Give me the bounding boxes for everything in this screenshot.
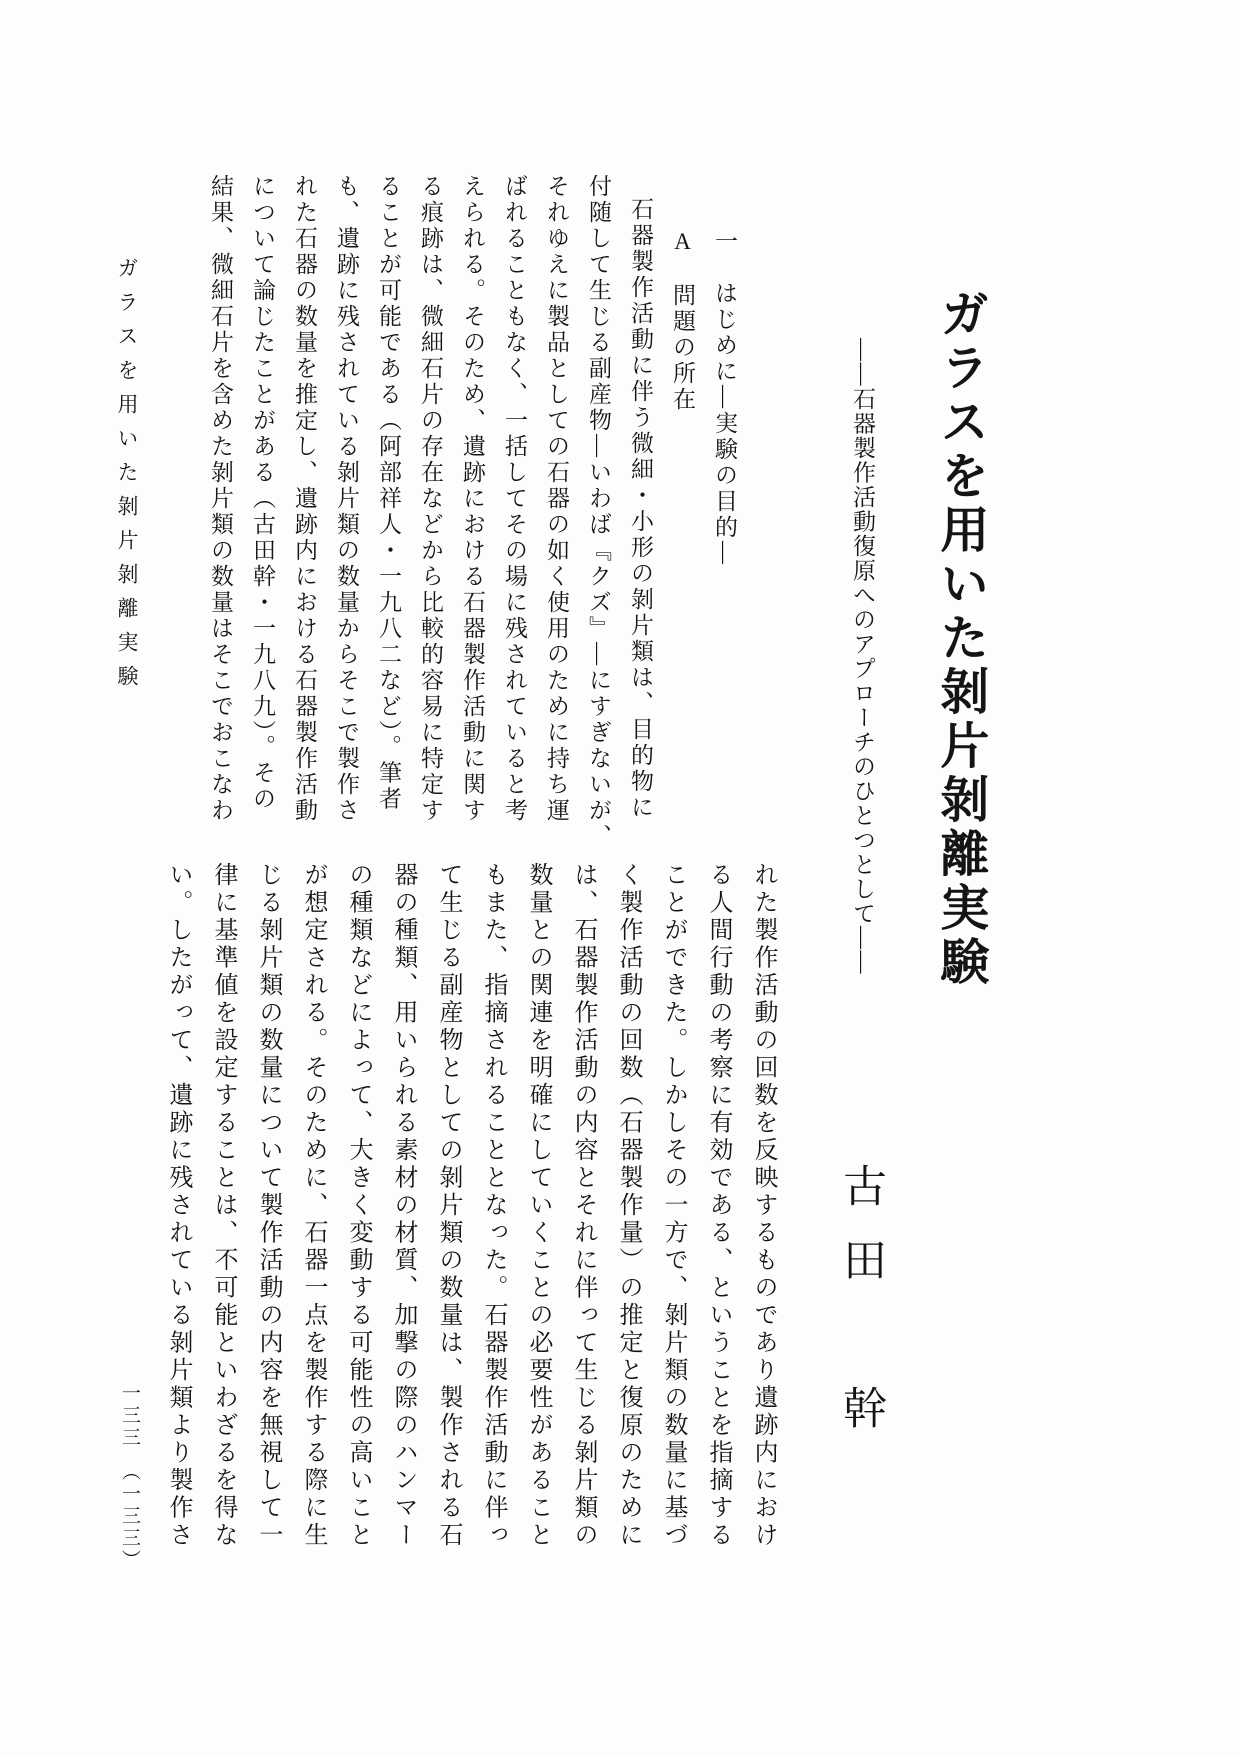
running-title: ガラスを用いた剝片剝離実験	[115, 257, 139, 699]
paper-title: ガラスを用いた剝片剝離実験	[933, 288, 989, 990]
body-line: る痕跡は、微細石片の存在などから比較的容易に特定す	[418, 174, 443, 824]
body-line: が想定される。そのために、石器一点を製作する際に生	[300, 862, 326, 1550]
body-line: ばれることもなく、一括してその場に残されていると考	[502, 174, 527, 824]
body-line: 付随して生じる副産物―いわば『クズ』―にすぎないが、	[586, 174, 611, 850]
body-line: もまた、指摘されることとなった。石器製作活動に伴っ	[480, 862, 506, 1550]
body-line: て生じる副産物としての剝片類の数量は、製作される石	[435, 862, 461, 1550]
body-line: も、遺跡に残されている剝片類の数量からそこで製作さ	[334, 174, 359, 824]
body-line: れた石器の数量を推定し、遺跡内における石器製作活動	[292, 174, 317, 824]
body-line: は、石器製作活動の内容とそれに伴って生じる剝片類の	[570, 862, 596, 1550]
body-block-bottom	[155, 862, 785, 1562]
body-line: 結果、微細石片を含めた剝片類の数量はそこでおこなわ	[208, 174, 233, 824]
body-line: 石器製作活動に伴う微細・小形の剝片類は、目的物に	[628, 197, 653, 821]
body-line: じる剝片類の数量について製作活動の内容を無視して一	[255, 862, 281, 1550]
body-line: る人間行動の考察に有効である、ということを指摘する	[705, 862, 731, 1550]
body-line: について論じたことがある（古田幹・一九八九）。その	[250, 174, 275, 813]
author-name: 古田 幹	[836, 1163, 885, 1459]
body-line: ることが可能である（阿部祥人・一九八二など）。筆者	[376, 174, 401, 813]
body-line: の種類などによって、大きく変動する可能性の高いこと	[345, 862, 371, 1550]
body-line: い。したがって、遺跡に残されている剝片類より製作さ	[165, 862, 191, 1550]
body-line: 数量との関連を明確にしていくことの必要性があること	[525, 862, 551, 1550]
body-line: ことができた。しかしその一方で、剝片類の数量に基づ	[660, 862, 686, 1550]
body-line: それゆえに製品としての石器の如く使用のために持ち運	[544, 174, 569, 824]
body-line: く製作活動の回数（石器製作量）の推定と復原のために	[615, 862, 641, 1550]
body-line: れた製作活動の回数を反映するものであり遺跡内におけ	[750, 862, 776, 1550]
section-heading: 一 はじめに―実験の目的―	[712, 229, 737, 568]
page-number: 一三三 （一三三）	[119, 1383, 140, 1572]
paper-subtitle: ――石器製作活動復原へのアプローチのひとつとして――	[850, 338, 875, 975]
body-line: 器の種類、用いられる素材の材質、加撃の際のハンマー	[390, 862, 416, 1550]
subsection-heading: A 問題の所在	[670, 229, 695, 414]
body-line: えられる。そのため、遺跡における石器製作活動に関す	[460, 174, 485, 824]
body-block-top	[199, 174, 745, 850]
body-line: 律に基準値を設定することは、不可能といわざるを得な	[210, 862, 236, 1550]
